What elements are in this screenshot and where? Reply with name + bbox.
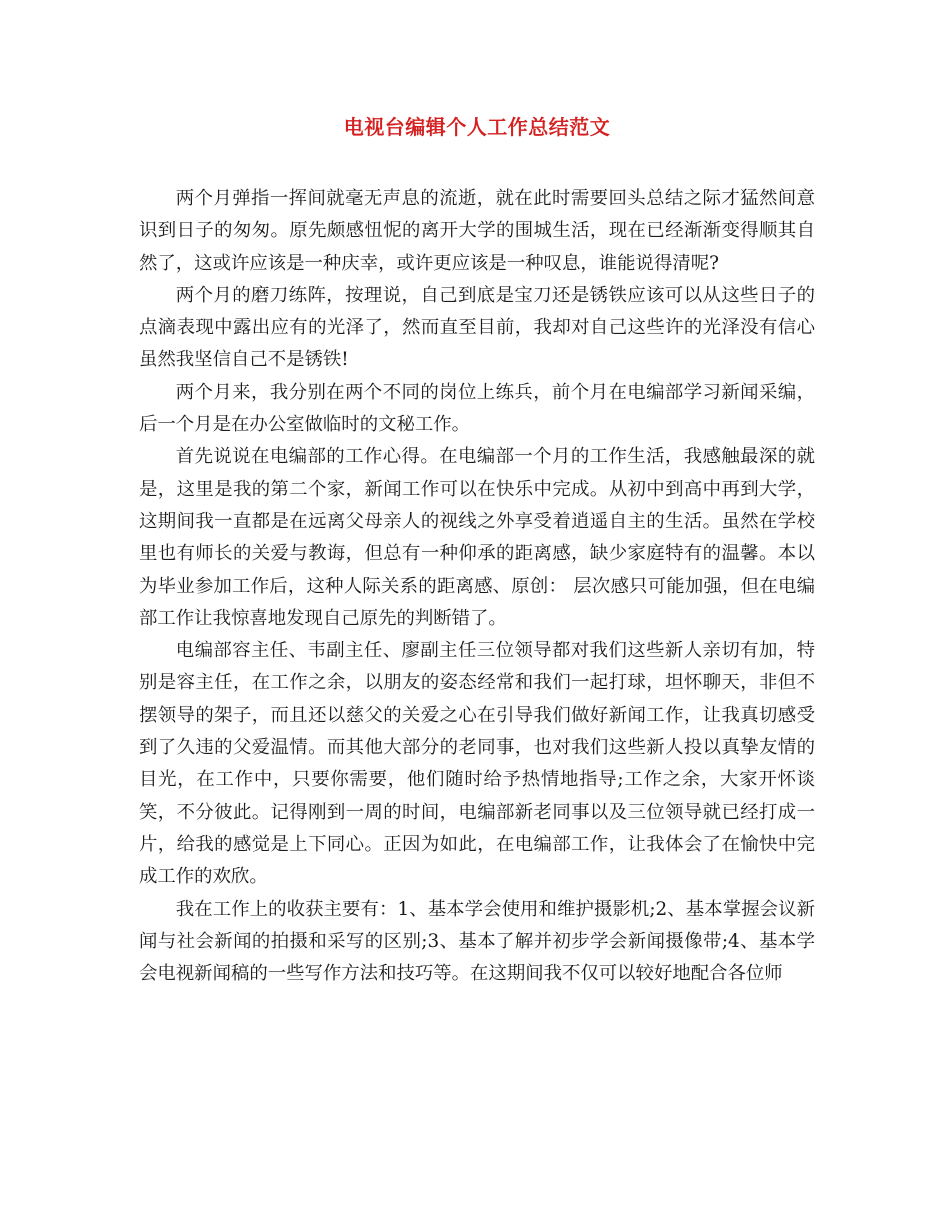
document-page bbox=[139, 112, 815, 990]
paragraph-3: 两个月来，我分别在两个不同的岗位上练兵，前个月在电编部学习新闻采编，后一个月是在办公室做临时的文秘工作。 bbox=[139, 381, 815, 436]
paragraph-1: 两个月弹指一挥间就毫无声息的流逝，就在此时需要回头总结之际才猛然间意识到日子的匆匆。原先颇感忸怩的离开大学的围城生活，现在已经渐渐变得顺其自然了，这或许应该是一种庆幸，或许更应该是一种叹息，谁能说得清呢? bbox=[139, 188, 815, 274]
document-title: 电视台编辑个人工作总结范文 bbox=[343, 115, 611, 139]
paragraph-2: 两个月的磨刀练阵，按理说，自己到底是宝刀还是锈铁应该可以从这些日子的点滴表现中露出应有的光泽了，然而直至目前，我却对自己这些许的光泽没有信心虽然我坚信自己不是锈铁! bbox=[139, 284, 815, 371]
paragraph-5: 电编部容主任、韦副主任、廖副主任三位领导都对我们这些新人亲切有加，特别是容主任，在工作之余，以朋友的姿态经常和我们一起打球，坦怀聊天，非但不摆领导的架子，而且还以慈父的关爱之心在引导我们做好新闻工作，让我真切感受到了久违的父爱温情。而其他大部分的老同事，也对我们这些新人投以真挚友情的目光，在工作中，只要你需要，他们随时给予热情地指导;工作之余，大家开怀谈笑，不分彼此。记得刚到一周的时间，电编部新老同事以及三位领导就已经打成一片，给我的感觉是上下同心。正因为如此，在电编部工作，让我体会了在愉快中完成工作的欢欣。 bbox=[139, 640, 815, 888]
paragraph-6: 我在工作上的收获主要有：1、基本学会使用和维护摄影机;2、基本掌握会议新闻与社会新闻的拍摄和采写的区别;3、基本了解并初步学会新闻摄像带;4、基本学会电视新闻稿的一些写作方法和技巧等。在这期间我不仅可以较好地配合各位师 bbox=[139, 898, 815, 985]
paragraph-4: 首先说说在电编部的工作心得。在电编部一个月的工作生活，我感触最深的就是，这里是我的第二个家，新闻工作可以在快乐中完成。从初中到高中再到大学，这期间我一直都是在远离父母亲人的视线之外享受着逍遥自主的生活。虽然在学校里也有师长的关爱与教诲，但总有一种仰承的距离感，缺少家庭特有的温馨。本以为毕业参加工作后，这种人际关系的距离感、原创： 层次感只可能加强，但在电编部工作让我惊喜地发现自己原先的判断错了。 bbox=[139, 446, 815, 629]
document-body bbox=[139, 183, 815, 990]
